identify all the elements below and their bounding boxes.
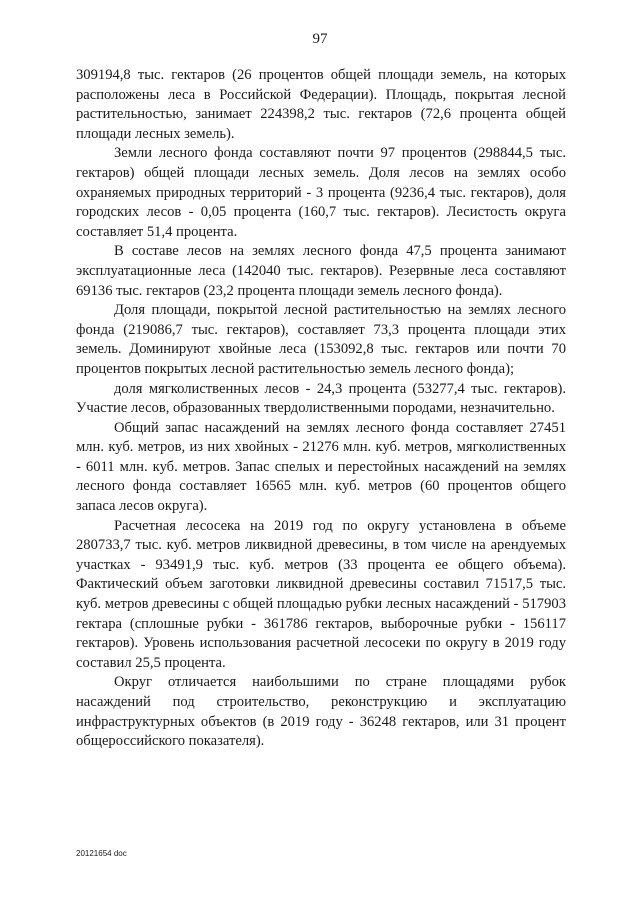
- paragraph-forest-area: 309194,8 тыс. гектаров (26 процентов общей площади земель, на которых расположены леса в Российской Федерации). Площадь, покрытая лесной растительностью, занимает 224398,2 тыс. гектаров (72,6 процента общей площади лесных земель).: [76, 67, 566, 142]
- paragraph-softwood-share: доля мягколиственных лесов - 24,3 процента (53277,4 тыс. гектаров). Участие лесов, образованных твердолиственными породами, незначительно.: [76, 380, 566, 417]
- paragraph-timber-stock: Общий запас насаждений на землях лесного фонда составляет 27451 млн. куб. метров, из них хвойных - 21276 млн. куб. метров, мягколиственных - 6011 млн. куб. метров. Запас спелых и перестойных насаждений на землях лесного фонда составляет 16565 млн. куб. метров (60 процентов общего запаса лесов округа).: [76, 419, 566, 515]
- document-body: [76, 66, 566, 752]
- paragraph-exploitation-forests: В составе лесов на землях лесного фонда 47,5 процента занимают эксплуатационные леса (142040 тыс. гектаров). Резервные леса составляют 69136 тыс. гектаров (23,2 процента площади земель лесного фонда).: [76, 243, 566, 299]
- paragraph-forest-fund-lands: Земли лесного фонда составляют почти 97 процентов (298844,5 тыс. гектаров) общей площади лесных земель. Доля лесов на землях особо охраняемых природных территорий - 3 процента (9236,4 тыс. гектаров), доля городских лесов - 0,05 процента (160,7 тыс. гектаров). Лесистость округа составляет 51,4 процента.: [76, 145, 566, 240]
- paragraph-infrastructure-felling: Округ отличается наибольшими по стране площадями рубок насаждений под строительство, реконструкцию и эксплуатацию инфраструктурных объектов (в 2019 году - 36248 гектаров, или 31 процент общероссийского показателя).: [76, 674, 566, 750]
- document-file-code: 20121654 doc: [76, 849, 127, 858]
- page-number: 97: [312, 31, 328, 47]
- paragraph-allowable-cut: Расчетная лесосека на 2019 год по округу установлена в объеме 280733,7 тыс. куб. метров ликвидной древесины, в том числе на арендуемых участках - 93491,9 тыс. куб. метров (33 процента ее общего объема). Фактический объем заготовки ликвидной древесины составил 71517,5 тыс. куб. метров древесины с общей площадью рубки лесных насаждений - 517903 гектара (сплошные рубки - 361786 гектаров, выборочные рубки - 156117 гектаров). Уровень использования расчетной лесосеки по округу в 2019 году составил 25,5 процента.: [76, 517, 566, 671]
- paragraph-coniferous-share: Доля площади, покрытой лесной растительностью на землях лесного фонда (219086,7 тыс. гектаров), составляет 73,3 процента площади этих земель. Доминируют хвойные леса (153092,8 тыс. гектаров или почти 70 процентов покрытых лесной растительностью земель лесного фонда);: [76, 302, 566, 377]
